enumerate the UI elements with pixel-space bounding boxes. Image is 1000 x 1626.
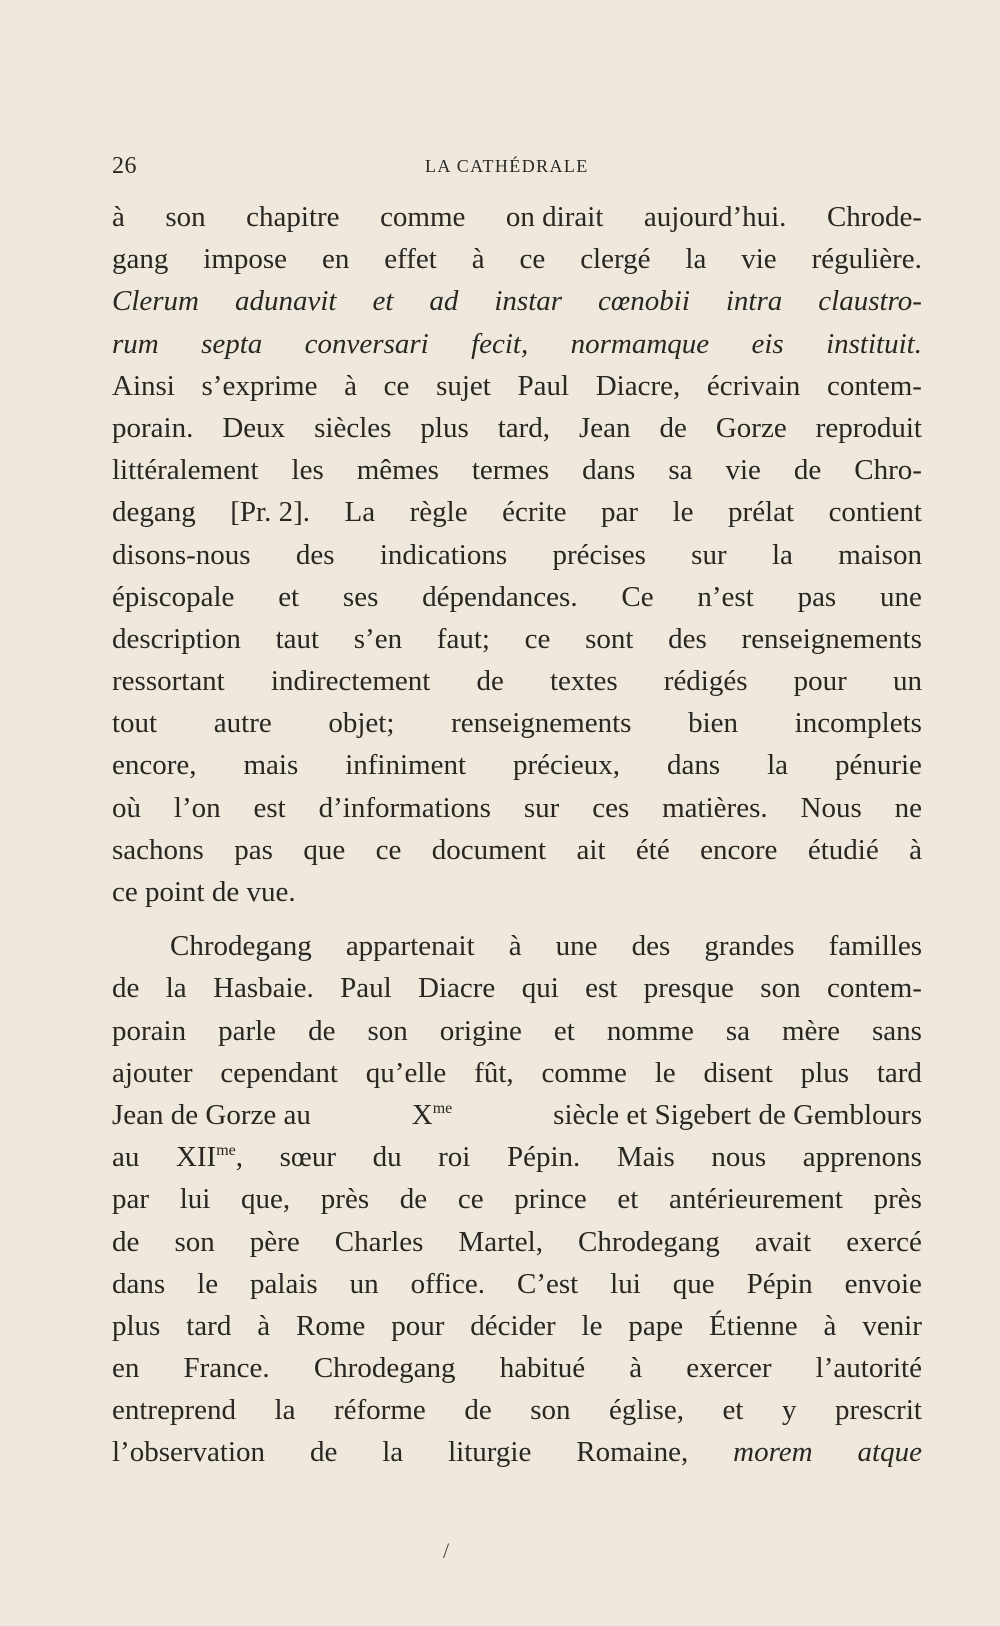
word: maison [838, 538, 922, 571]
word: Nous [800, 791, 862, 824]
word: venir [862, 1309, 922, 1342]
word: mêmes [356, 454, 439, 487]
word: lui [610, 1267, 641, 1300]
word: incomplets [794, 707, 922, 740]
text-line [112, 787, 922, 829]
word: et [553, 1014, 575, 1047]
word: roi [438, 1141, 471, 1174]
word: nous [711, 1141, 767, 1174]
word: Charles [334, 1225, 424, 1258]
word: Ainsi [112, 369, 175, 402]
word: La [344, 496, 376, 529]
word: vie [725, 454, 761, 487]
word: Gorze [715, 411, 787, 444]
word: du [372, 1141, 402, 1174]
text-line [112, 1178, 922, 1220]
word: en [112, 1352, 140, 1385]
word: indirectement [270, 665, 431, 698]
word: tard [876, 1056, 922, 1089]
word: septa [201, 327, 263, 360]
word: qui [521, 972, 559, 1005]
word: sur [523, 791, 560, 824]
word: son [530, 1394, 571, 1427]
word: Chrodegang [313, 1352, 456, 1385]
word: la [685, 243, 707, 276]
word: est [585, 972, 618, 1005]
word: pour [391, 1309, 445, 1342]
word: près [873, 1183, 922, 1216]
word: père [249, 1225, 300, 1258]
word: par [601, 496, 639, 529]
word: précises [552, 538, 646, 571]
word: cœnobii [598, 285, 690, 318]
word: son [367, 1014, 408, 1047]
word: disent [703, 1056, 773, 1089]
word: sœur [279, 1141, 336, 1174]
word: décider [470, 1309, 556, 1342]
word: aujourd’hui. [643, 201, 787, 233]
word: Martel, [458, 1225, 543, 1258]
word: le [672, 496, 694, 529]
word: parle [218, 1014, 277, 1047]
word: objet; [328, 707, 395, 740]
word: cependant [220, 1056, 338, 1089]
word: un [892, 665, 922, 698]
word: la [771, 538, 793, 571]
word: appartenait [345, 930, 475, 963]
word: encore, [112, 749, 197, 782]
text-line [112, 1221, 922, 1263]
word: sa [668, 454, 693, 487]
word: contient [828, 496, 922, 529]
word: Hasbaie. [213, 972, 314, 1005]
word: étudié [807, 833, 879, 866]
word: près [320, 1183, 370, 1216]
word: on dirait [505, 201, 604, 233]
word: sans [871, 1014, 922, 1047]
word: pape [628, 1309, 684, 1342]
word: liturgie [448, 1436, 532, 1469]
stray-mark: / [443, 1538, 450, 1563]
word: Paul [517, 369, 570, 402]
word: ce [457, 1183, 484, 1216]
word: adunavit [234, 285, 337, 318]
word: ces [592, 791, 630, 824]
word: Mais [616, 1141, 675, 1174]
word: infiniment [345, 749, 467, 782]
word: que, [241, 1183, 291, 1216]
word: son [174, 1225, 215, 1258]
word: matières. [662, 791, 768, 824]
word: à [508, 930, 522, 963]
text-line [112, 534, 922, 576]
word: C’est [516, 1267, 579, 1300]
word: apprenons [802, 1141, 922, 1174]
word: que [672, 1267, 715, 1300]
word: église, [609, 1394, 684, 1427]
word: ce [519, 243, 546, 276]
word: Pépin. [506, 1141, 581, 1174]
word: le [581, 1309, 603, 1342]
word: prescrit [834, 1394, 922, 1427]
word: Deux [222, 411, 286, 444]
word: la [767, 749, 789, 782]
word: de [476, 665, 504, 698]
text-line [112, 449, 922, 491]
word: Jean [579, 411, 631, 444]
word: s’en [353, 622, 403, 655]
word: pas [797, 580, 837, 613]
word: atque [857, 1436, 922, 1469]
word: instar [494, 285, 563, 318]
word: Paul [340, 972, 392, 1005]
word: Clerum [112, 285, 199, 318]
word: écrivain [706, 369, 801, 402]
ordinal-superscript: me [432, 1099, 453, 1117]
word: la [382, 1436, 404, 1469]
body-text [112, 196, 922, 1474]
word: en [321, 243, 350, 276]
line-text: siècle et Sigebert de Gemblours [553, 1098, 922, 1131]
word: ses [342, 580, 379, 613]
text-line [112, 196, 922, 238]
word: siècles [314, 411, 392, 444]
word: document [431, 833, 547, 866]
word: ne [894, 791, 922, 824]
text-line [112, 576, 922, 618]
word: termes [471, 454, 550, 487]
word: Diacre [418, 972, 496, 1005]
word: où [112, 791, 141, 824]
word: de [308, 1014, 336, 1047]
word: pas [234, 833, 273, 866]
paragraph-start-line [112, 925, 922, 967]
century-numeral: $XII^{me}$, [175, 1141, 244, 1174]
word: à [344, 369, 357, 402]
word: tard [186, 1309, 232, 1342]
word: rum [112, 327, 159, 360]
word: comme [541, 1056, 627, 1089]
word: pénurie [834, 749, 922, 782]
word: épiscopale [112, 580, 235, 613]
word: dépendances. [422, 580, 578, 613]
word: est [253, 791, 286, 824]
latin-quote-line [112, 280, 922, 322]
word: une [880, 580, 922, 613]
word: clergé [580, 243, 651, 276]
word: porain. [112, 411, 194, 444]
word: d’informations [318, 791, 491, 824]
text-line [112, 702, 922, 744]
word: degang [112, 496, 196, 529]
word: précieux, [512, 749, 621, 782]
word: des [295, 538, 335, 571]
word: taut [275, 622, 320, 655]
word: intra [725, 285, 783, 318]
word: description [112, 622, 241, 655]
word: l’autorité [815, 1352, 922, 1385]
word: son [760, 972, 801, 1005]
word: indications [379, 538, 508, 571]
word: ce [375, 833, 402, 866]
line-text: ce point de vue. [112, 876, 296, 908]
word: ressortant [112, 665, 225, 698]
word: des [631, 930, 671, 963]
word: son [165, 201, 206, 233]
word: Rome [296, 1309, 366, 1342]
word: Chrodegang [578, 1225, 720, 1258]
word: [Pr. 2]. [230, 496, 311, 529]
word: effet [384, 243, 437, 276]
word: rédigés [663, 665, 748, 698]
word: entreprend [112, 1394, 236, 1427]
word: ajouter [112, 1056, 193, 1089]
word: ait [576, 833, 606, 866]
word: de [309, 1436, 338, 1469]
word: que [303, 833, 346, 866]
word: dans [582, 454, 636, 487]
word: littéralement [112, 454, 259, 487]
word: et [372, 285, 394, 318]
word: normamque [570, 327, 710, 360]
word: origine [439, 1014, 522, 1047]
word: Ce [621, 580, 654, 613]
text-line [112, 1347, 922, 1389]
word: le [654, 1056, 676, 1089]
word: contem- [826, 369, 922, 402]
text-line [112, 365, 922, 407]
word: de [659, 411, 687, 444]
word: la [165, 972, 187, 1005]
text-line [112, 1263, 922, 1305]
text-line [112, 491, 922, 533]
word: habitué [499, 1352, 586, 1385]
word: à [909, 833, 922, 866]
word: à [112, 201, 125, 233]
word: autre [213, 707, 272, 740]
word: Chrode- [826, 201, 922, 233]
word: exercé [846, 1225, 922, 1258]
page-number: 26 [112, 153, 137, 179]
word: Diacre, [595, 369, 681, 402]
word: l’observation [112, 1436, 266, 1469]
word: chapitre [246, 201, 340, 233]
text-line [112, 829, 922, 871]
text-line [112, 238, 922, 280]
word: conversari [304, 327, 429, 360]
word: Chrodegang [170, 930, 312, 963]
word: dans [666, 749, 721, 782]
word: de [399, 1183, 428, 1216]
text-line [112, 1010, 922, 1052]
word: ce [524, 622, 551, 655]
text-line [112, 1094, 922, 1136]
word: le [197, 1267, 219, 1300]
word: de [793, 454, 822, 487]
word: mère [782, 1014, 840, 1047]
word: avait [754, 1225, 812, 1258]
word: de [464, 1394, 492, 1427]
latin-quote-line [112, 323, 922, 365]
word: à [629, 1352, 643, 1385]
word: eis [751, 327, 784, 360]
text-line [112, 1136, 922, 1178]
text-line [112, 1431, 922, 1473]
word: par [112, 1183, 150, 1216]
word: presque [643, 972, 734, 1005]
word: comme [380, 201, 466, 233]
word: Romaine, [576, 1436, 689, 1469]
text-line [112, 1305, 922, 1347]
word: un [349, 1267, 379, 1300]
word: réforme [334, 1394, 426, 1427]
word: Pépin [746, 1267, 813, 1300]
word: une [555, 930, 598, 963]
word: et [278, 580, 300, 613]
word: reproduit [815, 411, 922, 444]
word: été [635, 833, 670, 866]
word: sa [725, 1014, 750, 1047]
word: tard, [497, 411, 551, 444]
word: s’exprime [201, 369, 318, 402]
word: de [112, 972, 140, 1005]
word: renseignements [741, 622, 922, 655]
word: règle [409, 496, 468, 529]
word: prélat [728, 496, 795, 529]
word: plus [800, 1056, 849, 1089]
word: office. [410, 1267, 485, 1300]
word: lui [179, 1183, 211, 1216]
word: à [257, 1309, 271, 1342]
word: disons-nous [112, 538, 251, 571]
word: les [291, 454, 324, 487]
word: faut; [436, 622, 490, 655]
word: claustro- [818, 285, 922, 318]
word: sont [585, 622, 634, 655]
word: Chro- [854, 454, 922, 487]
word: textes [549, 665, 618, 698]
word: nomme [606, 1014, 694, 1047]
word: contem- [826, 972, 922, 1005]
word: France. [183, 1352, 270, 1385]
word: plus [112, 1309, 161, 1342]
word: ad [429, 285, 459, 318]
word: de [112, 1225, 140, 1258]
word: qu’elle [365, 1056, 447, 1089]
text-line [112, 618, 922, 660]
word: fût, [474, 1056, 514, 1089]
word: plus [420, 411, 469, 444]
text-line [112, 967, 922, 1009]
word: et [617, 1183, 639, 1216]
word: et [722, 1394, 744, 1427]
paragraph-end-line [112, 871, 922, 913]
word: vie [741, 243, 777, 276]
word: grandes [704, 930, 795, 963]
word: porain [112, 1014, 187, 1047]
word: impose [203, 243, 288, 276]
word: encore [700, 833, 778, 866]
word: envoie [844, 1267, 922, 1300]
word: bien [688, 707, 739, 740]
word: sujet [436, 369, 491, 402]
word: antérieurement [669, 1183, 843, 1216]
text-line [112, 744, 922, 786]
line-text: Jean de Gorze au [112, 1098, 311, 1131]
word: morem [733, 1436, 813, 1469]
word: sachons [112, 833, 204, 866]
page-header [112, 153, 922, 183]
word: écrite [502, 496, 567, 529]
word: mais [243, 749, 299, 782]
word: dans [112, 1267, 166, 1300]
word: y [781, 1394, 797, 1427]
word: instituit. [826, 327, 922, 360]
ordinal-superscript: me [216, 1142, 236, 1160]
word: tout [112, 707, 158, 740]
word: à [471, 243, 485, 276]
word: des [668, 622, 707, 655]
word: la [274, 1394, 296, 1427]
word: régulière. [811, 243, 922, 276]
word: à [823, 1309, 837, 1342]
word: l’on [173, 791, 221, 824]
word: prince [514, 1183, 587, 1216]
word: familles [828, 930, 922, 963]
line-text: au [112, 1141, 140, 1174]
text-line [112, 1389, 922, 1431]
word: Étienne [709, 1309, 798, 1342]
running-title: LA CATHÉDRALE [425, 156, 589, 176]
word: gang [112, 243, 169, 276]
text-line [112, 660, 922, 702]
word: n’est [697, 580, 754, 613]
word: renseignements [451, 707, 632, 740]
text-line [112, 1052, 922, 1094]
word: pour [793, 665, 847, 698]
word: ce [383, 369, 410, 402]
century-numeral: $X^{me}$ [411, 1098, 453, 1131]
text-line [112, 407, 922, 449]
word: palais [250, 1267, 318, 1300]
word: exercer [686, 1352, 772, 1385]
word: fecit, [471, 327, 529, 360]
word: sur [691, 538, 727, 571]
